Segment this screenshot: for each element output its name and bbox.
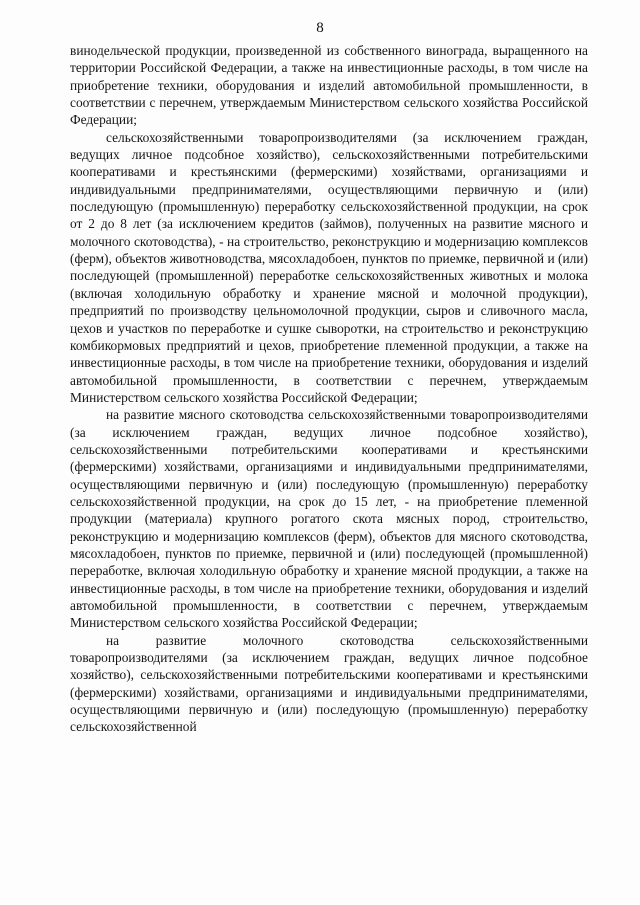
document-body (70, 42, 588, 736)
paragraph-agricultural-producers: сельскохозяйственными товаропроизводителями (за исключением граждан, ведущих личное подсобное хозяйство), сельскохозяйственными потребительскими кооперативами и крестьянскими (фермерскими) хозяйствами, организациями и индивидуальными предпринимателями, осуществляющими первичную и (или) последующую (промышленную) переработку сельскохозяйственной продукции, на срок от 2 до 8 лет (за исключением кредитов (займов), полученных на развитие мясного и молочного скотоводства), - на строительство, реконструкцию и модернизацию комплексов (ферм), объектов животноводства, мясохладобоен, пунктов по приемке, первичной и (или) последующей (промышленной) переработке сельскохозяйственных животных и молока (включая холодильную обработку и хранение мясной и молочной продукции), предприятий по производству цельномолочной продукции, сыров и сливочного масла, цехов и участков по переработке и сушке сыворотки, на строительство и реконструкцию комбикормовых предприятий и цехов, приобретение племенной продукции, а также на инвестиционные расходы, в том числе на приобретение техники, оборудования и изделий автомобильной промышленности, в соответствии с перечнем, утверждаемым Министерством сельского хозяйства Российской Федерации; (70, 129, 588, 405)
page-number: 8 (316, 20, 324, 36)
paragraph-beef-cattle: на развитие мясного скотоводства сельскохозяйственными товаропроизводителями (за исключением граждан, ведущих личное подсобное хозяйство), сельскохозяйственными потребительскими кооперативами и крестьянскими (фермерскими) хозяйствами, организациями и индивидуальными предпринимателями, осуществляющими первичную и (или) последующую (промышленную) переработку сельскохозяйственной продукции, на срок до 15 лет, - на приобретение племенной продукции (материала) крупного рогатого скота мясных пород, строительство, реконструкцию и модернизацию комплексов (ферм), объектов для мясного скотоводства, мясохладобоен, пунктов по приемке, первичной и (или) последующей (промышленной) переработке, включая холодильную обработку и хранение мясной продукции, а также на инвестиционные расходы, в том числе на приобретение техники, оборудования и изделий автомобильной промышленности, в соответствии с перечнем, утверждаемым Министерством сельского хозяйства Российской Федерации; (70, 407, 588, 631)
paragraph-dairy-cattle: на развитие молочного скотоводства сельскохозяйственными товаропроизводителями (за исключением граждан, ведущих личное подсобное хозяйство), сельскохозяйственными потребительскими кооперативами и крестьянскими (фермерскими) хозяйствами, организациями и индивидуальными предпринимателями, осуществляющими первичную и (или) последующую (промышленную) переработку сельскохозяйственной (70, 632, 588, 735)
paragraph-winemaking: винодельческой продукции, произведенной из собственного винограда, выращенного на территории Российской Федерации, а также на инвестиционные расходы, в том числе на приобретение техники, оборудования и изделий автомобильной промышленности, в соответствии с перечнем, утверждаемым Министерством сельского хозяйства Российской Федерации; (70, 43, 588, 128)
